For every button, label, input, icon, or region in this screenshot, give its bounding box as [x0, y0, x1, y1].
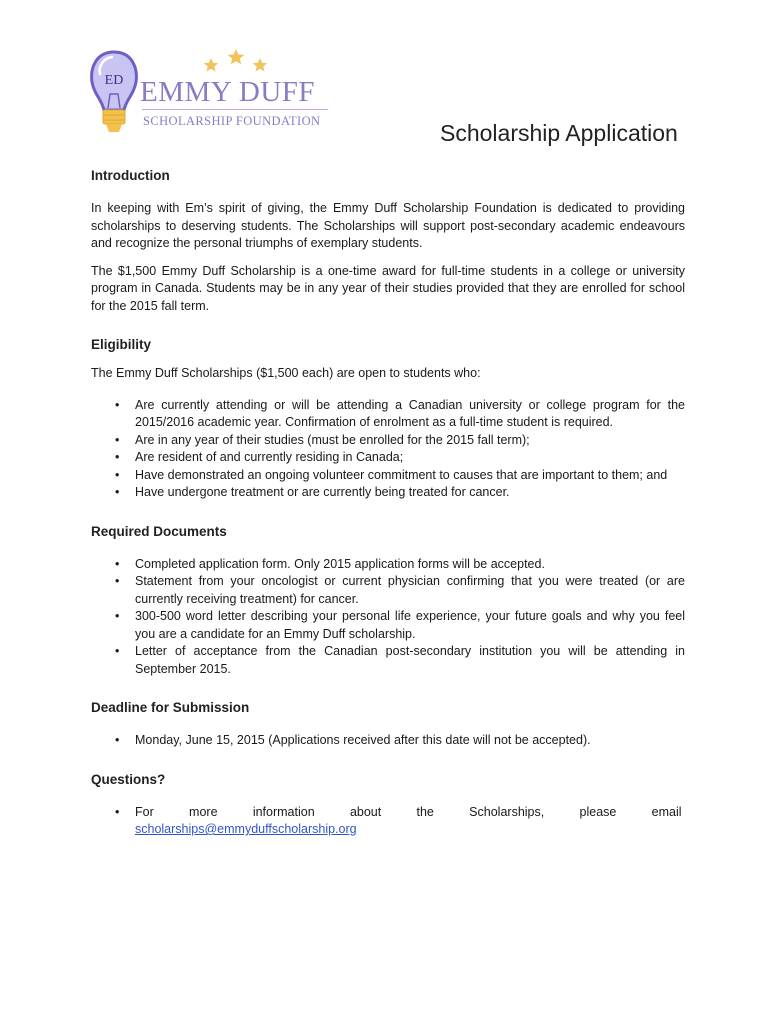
eligibility-heading: Eligibility [91, 337, 152, 352]
deadline-heading: Deadline for Submission [91, 700, 250, 715]
list-item: • Statement from your oncologist or current physician confirming that you were treated (or are currently receiving treatment) for cancer. [115, 574, 685, 606]
documents-list [91, 556, 685, 679]
page-title: Scholarship Application [440, 120, 678, 146]
bullet: • [115, 574, 120, 588]
list-item: • Are currently attending or will be attending a Canadian university or college program for the 2015/2016 academic year. Confirmation of enrolment as a full-time student is required. [115, 397, 685, 429]
bullet: • [115, 450, 120, 464]
introduction-paragraph-1: In keeping with Em’s spirit of giving, the Emmy Duff Scholarship Foundation is dedicated to providing scholarships to deserving students. The Scholarships will support post-secondary academic endeavours and recognize the personal triumphs of exemplary students. [91, 201, 685, 250]
introduction-paragraph-2: The $1,500 Emmy Duff Scholarship is a one-time award for full-time students in a college or university program in Canada. Students may be in any year of their studies provided that they are enrolled for school for the 2015 fall term. [91, 263, 685, 313]
bullet: • [115, 609, 120, 623]
logo-divider [142, 109, 328, 110]
bullet: • [115, 397, 120, 412]
bullet: • [115, 432, 120, 447]
star-icon [253, 58, 268, 72]
bulb-initials: ED [104, 73, 124, 88]
list-item: • Completed application form. Only 2015 application forms will be accepted. [91, 556, 685, 574]
introduction-heading: Introduction [91, 168, 170, 183]
bullet: • [115, 556, 120, 571]
required-documents-heading: Required Documents [91, 523, 227, 539]
bullet: • [115, 644, 120, 658]
questions-heading: Questions? [91, 771, 166, 787]
list-item: • Letter of acceptance from the Canadian post-secondary institution you will be attending in September 2015. [115, 644, 685, 676]
list-item: • 300-500 word letter describing your personal life experience, your future goals and why you feel you are a candidate for an Emmy Duff scholarship. [115, 609, 685, 641]
bullet: • [115, 804, 120, 819]
bullet: • [115, 485, 120, 499]
list-item: • Have undergone treatment or are currently being treated for cancer. [91, 484, 685, 502]
bullet: • [115, 467, 120, 482]
bullet: • [115, 733, 120, 747]
logo-name: EMMY DUFF [140, 76, 316, 108]
list-item: • Have demonstrated an ongoing volunteer commitment to causes that are important to them; and [91, 467, 685, 485]
document-body [91, 166, 685, 839]
questions-list [91, 804, 685, 839]
star-icon [204, 58, 219, 72]
list-item [91, 804, 685, 839]
deadline-list [91, 732, 685, 750]
star-icon [228, 49, 245, 64]
questions-text: For more information about the Scholarships, please email [135, 804, 682, 819]
list-item: • Are in any year of their studies (must be enrolled for the 2015 fall term); [91, 432, 685, 450]
foundation-logo [88, 44, 338, 144]
list-item: • Are resident of and currently residing in Canada; [91, 449, 685, 467]
logo-subtitle: SCHOLARSHIP FOUNDATION [143, 114, 321, 128]
email-link[interactable]: scholarships@emmyduffscholarship.org [135, 822, 357, 836]
list-item: • Monday, June 15, 2015 (Applications received after this date will not be accepted). [91, 732, 685, 750]
eligibility-intro: The Emmy Duff Scholarships ($1,500 each) are open to students who: [91, 366, 481, 380]
eligibility-list [91, 397, 685, 502]
